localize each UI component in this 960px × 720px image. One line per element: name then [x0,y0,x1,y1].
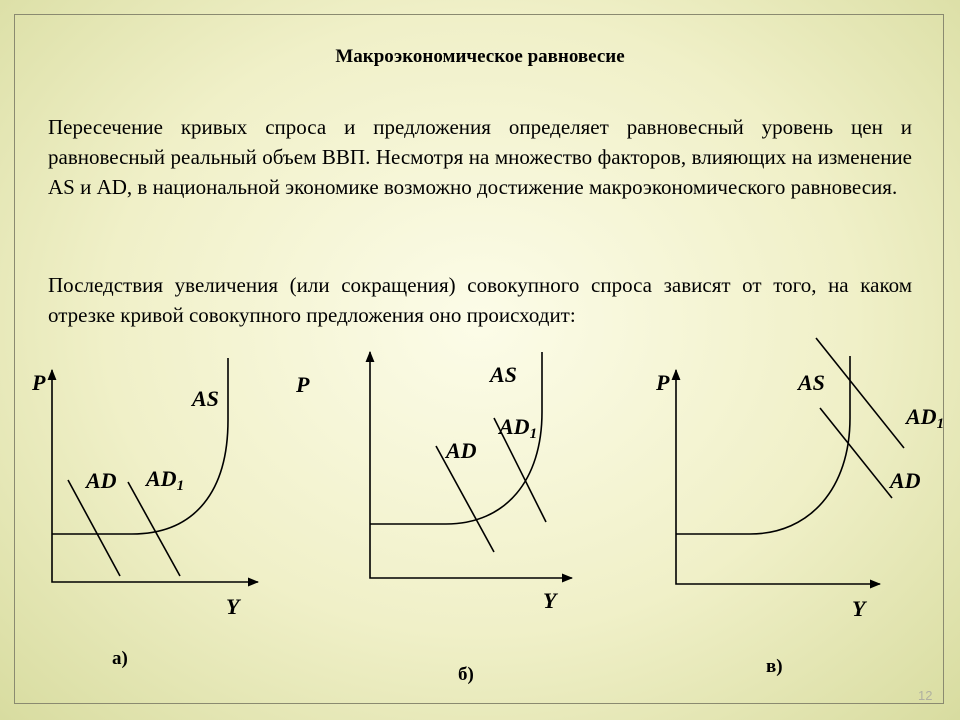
paragraph-equilibrium: Пересечение кривых спроса и предложения определяет равновесный уровень цен и равновесный реальный объем ВВП. Несмотря на множество факторов, влияющих на изменение AS и AD, в национальной экономике возможно достижение макроэкономического равновесия. [48,115,912,199]
diagram-b-ad1-label [499,414,537,443]
diagram-b-ad1-subscript: 1 [529,426,538,442]
diagram-a-p-label: P [32,370,46,395]
diagram-a-ad1-subscript: 1 [176,478,185,494]
diagram-c-ad-line [820,408,892,498]
page-number: 12 [918,688,933,703]
diagram-b-ad1-text: AD [499,414,530,439]
diagram-c-caption: в) [766,656,783,677]
diagram-c-p-label: P [656,370,670,395]
diagram-a-y-label: Y [226,594,240,619]
diagram-a-ad-line [68,480,120,576]
diagram-b-y-label: Y [543,588,557,613]
diagram-a-caption: а) [112,648,128,669]
diagram-c-ad1-text: AD [906,404,937,429]
diagram-b-ad-label: AD [446,438,477,463]
diagram-b-caption: б) [458,664,474,685]
diagram-c-ad1-line [816,338,904,448]
diagram-a-ad1-text: AD [146,466,177,491]
paragraph-consequences: Последствия увеличения (или сокращения) совокупного спроса зависят от того, на каком отрезке кривой совокупного предложения оно происходит: [48,273,912,327]
diagram-c-ad-label: AD [890,468,921,493]
diagram-b [370,352,572,578]
diagram-c-ad1-label [906,404,944,433]
diagram-a-as-label: AS [192,386,219,411]
diagram-c-ad1-subscript: 1 [936,416,945,432]
diagram-c [676,338,904,584]
diagram-b-as-label: AS [490,362,517,387]
slide-title: Макроэкономическое равновесие [335,46,625,67]
diagram-a-ad1-line [128,482,180,576]
diagram-c-as-label: AS [798,370,825,395]
diagram-a-ad1-label [146,466,184,495]
diagram-b-p-label: P [296,372,310,397]
diagram-a-ad-label: AD [86,468,117,493]
diagram-c-y-label: Y [852,596,866,621]
diagram-a-as-curve [52,358,228,534]
